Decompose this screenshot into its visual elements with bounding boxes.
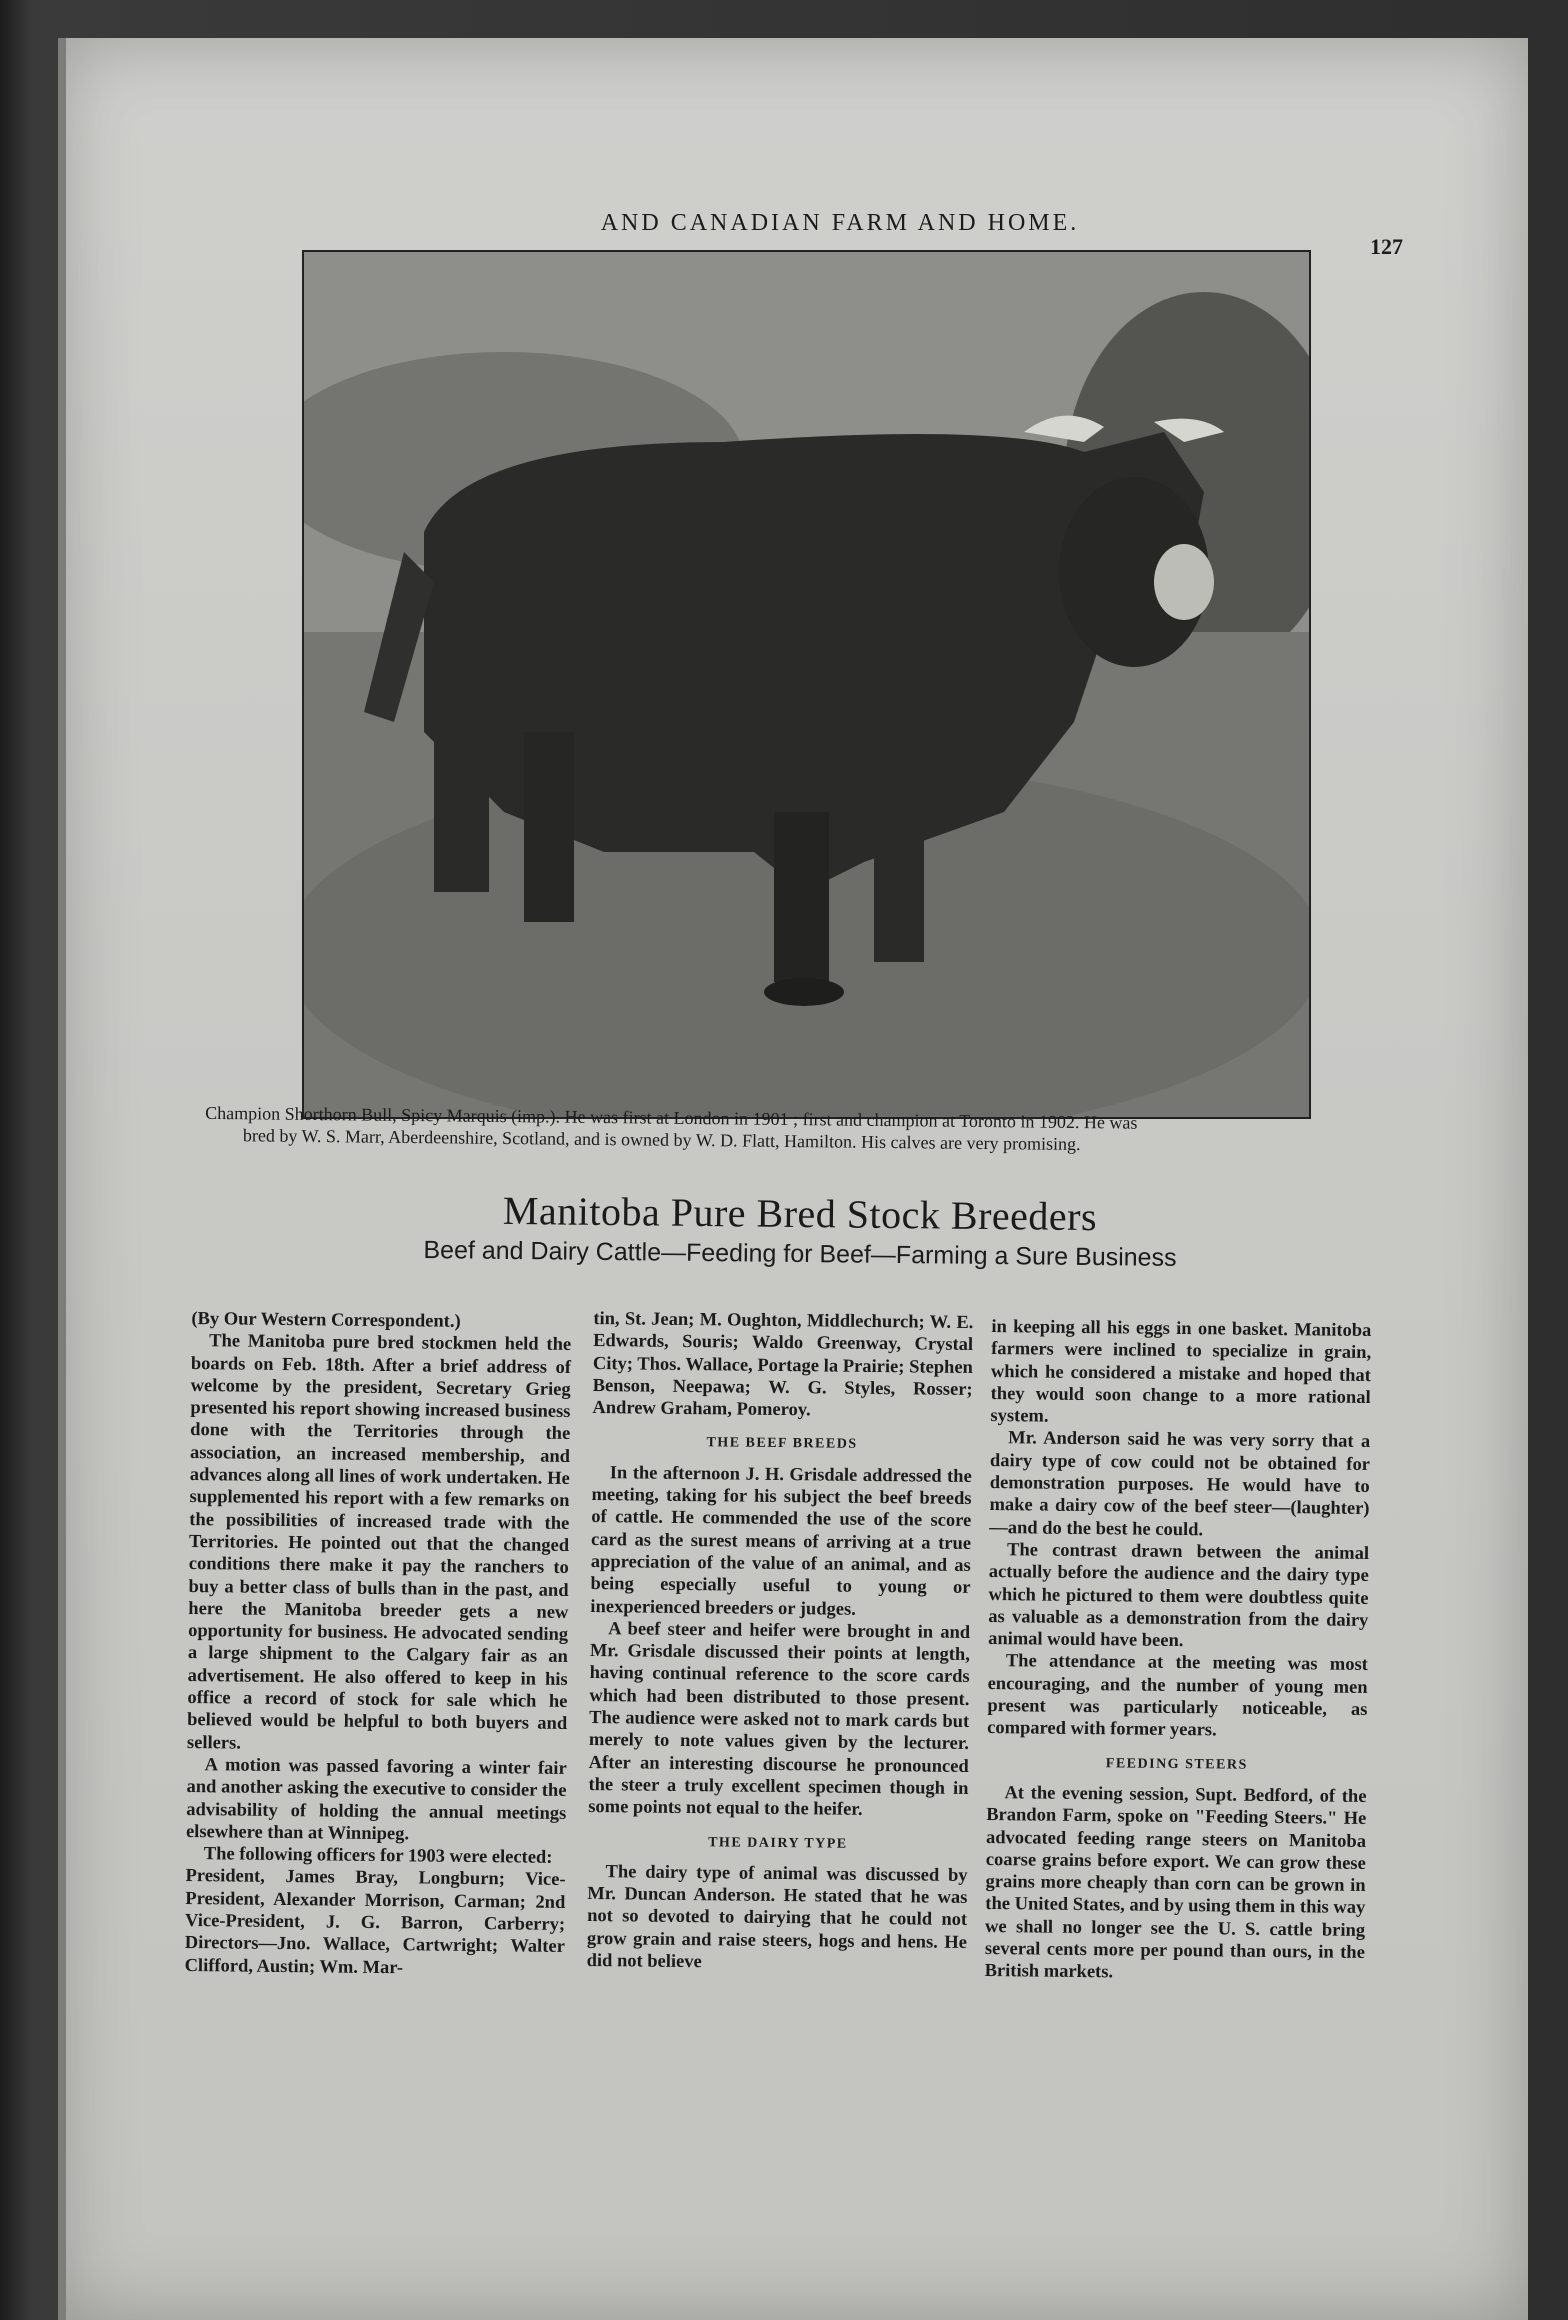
paragraph: The following officers for 1903 were elected: bbox=[203, 1844, 553, 1868]
page-gutter bbox=[58, 38, 66, 2320]
paragraph: A beef steer and heifer were brought in and Mr. Grisdale discussed their points at length, having continual reference to the score cards which had been distributed to those present. The audience were asked not to mark cards but merely to note values given by the lecturer. After an interesting discourse he pronounced the steer a truly excellent specimen though in some points not equal to the heifer. bbox=[588, 1619, 971, 1821]
paragraph: The Manitoba pure bred stockmen held the boards on Feb. 18th. After a brief address of welcome by the president, Secretary Grieg presented his report showing increased business done with the Territories through the association, an increased membership, and advances along all lines of work undertaken. He supplemented his report with a few remarks on the possibilities of increased trade with the Territories. He pointed out that the changed conditions there make it pay the ranchers to buy a better class of bulls than in the past, and here the Manitoba breeder gets a new opportunity for business. He advocated sending a large shipment to the Calgary fair as an advertisement. He also offered to keep in his office a record of stock for sale which he believed would be helpful to both buyers and sellers. bbox=[186, 1331, 572, 1754]
paragraph: President, James Bray, Longburn; Vice-President, Alexander Morrison, Carman; 2nd Vice-President, J. G. Barron, Carberry; Directors—Jno. Wallace, Cartwright; Walter Clifford, Austin; Wm. Mar- bbox=[184, 1866, 566, 1978]
paragraph: in keeping all his eggs in one basket. Manitoba farmers were inclined to specialize in grain, which he considered a mistake and hoped that they would soon change to a more rational system. bbox=[990, 1317, 1372, 1427]
paragraph: tin, St. Jean; M. Oughton, Middlechurch; W. E. Edwards, Souris; Waldo Greenway, Crystal City; Thos. Wallace, Portage la Prairie; Stephen Benson, Neepawa; W. G. Styles, Rosser; Andrew Graham, Pomeroy. bbox=[592, 1309, 974, 1421]
column-1 bbox=[185, 1308, 572, 1981]
section-heading-beef-breeds: THE BEEF BREEDS bbox=[706, 1435, 858, 1453]
paragraph: A motion was passed favoring a winter fair and another asking the executive to consider the advisability of holding the annual meetings elsewhere than at Winnipeg. bbox=[185, 1755, 567, 1845]
paragraph: Mr. Anderson said he was very sorry that a dairy type of cow could not be obtained for demonstration purposes. He would have to make a dairy cow of the beef steer—(laughter)—and do the best he could. bbox=[989, 1428, 1371, 1540]
section-heading-feeding-steers: FEEDING STEERS bbox=[1105, 1755, 1248, 1773]
column-3 bbox=[985, 1316, 1372, 1987]
page-number: 127 bbox=[1370, 234, 1403, 259]
paragraph: In the afternoon J. H. Grisdale addressed the meeting, taking for his subject the beef breeds of cattle. He commended the use of the score card as the surest means of arriving at a true appreciation of the value of an animal, and as being especially useful to young or inexperienced breeders or judges. bbox=[590, 1462, 972, 1620]
shorthorn-bull-illustration-icon bbox=[304, 252, 1309, 1117]
paragraph: The dairy type of animal was discussed by Mr. Duncan Anderson. He stated that he was not so devoted to dairying that he could not grow grain and raise steers, hogs and hens. He did not believe bbox=[586, 1862, 968, 1973]
running-header: AND CANADIAN FARM AND HOME. bbox=[600, 210, 1080, 236]
column-2 bbox=[587, 1308, 974, 1976]
bull-photograph bbox=[302, 250, 1311, 1119]
section-heading-dairy-type: THE DAIRY TYPE bbox=[708, 1834, 848, 1852]
article-title: Manitoba Pure Bred Stock Breeders bbox=[502, 1187, 1098, 1240]
byline: (By Our Western Correspondent.) bbox=[191, 1309, 461, 1332]
paragraph: At the evening session, Supt. Bedford, of the Brandon Farm, spoke on "Feeding Steers." He advocated feeding range steers on Manitoba coarse grains before export. We can grow these grains more cheaply than corn can be grown in the United States, and by using them in this way we shall no longer see the U. S. cattle bring several cents more per pound than ours, in the British markets. bbox=[984, 1783, 1367, 1983]
paragraph: The contrast drawn between the animal actually before the audience and the dairy type which he pictured to them were doubtless quite as valuable as a demonstration from the dairy animal would have been. bbox=[988, 1540, 1370, 1652]
paragraph: The attendance at the meeting was most encouraging, and the number of young men present was particularly noticeable, as compared with former years. bbox=[987, 1651, 1368, 1741]
caption-line-1: Champion Shorthorn Bull, Spicy Marquis (imp.). He was first at London in 1901 ; first and champion at Toronto in 1902. He was bbox=[205, 1102, 1138, 1133]
caption-line-2: bred by W. S. Marr, Aberdeenshire, Scotland, and is owned by W. D. Flatt, Hamilton. His calves are very promising. bbox=[242, 1125, 1081, 1155]
article-subtitle: Beef and Dairy Cattle—Feeding for Beef—Farming a Sure Business bbox=[423, 1236, 1177, 1272]
